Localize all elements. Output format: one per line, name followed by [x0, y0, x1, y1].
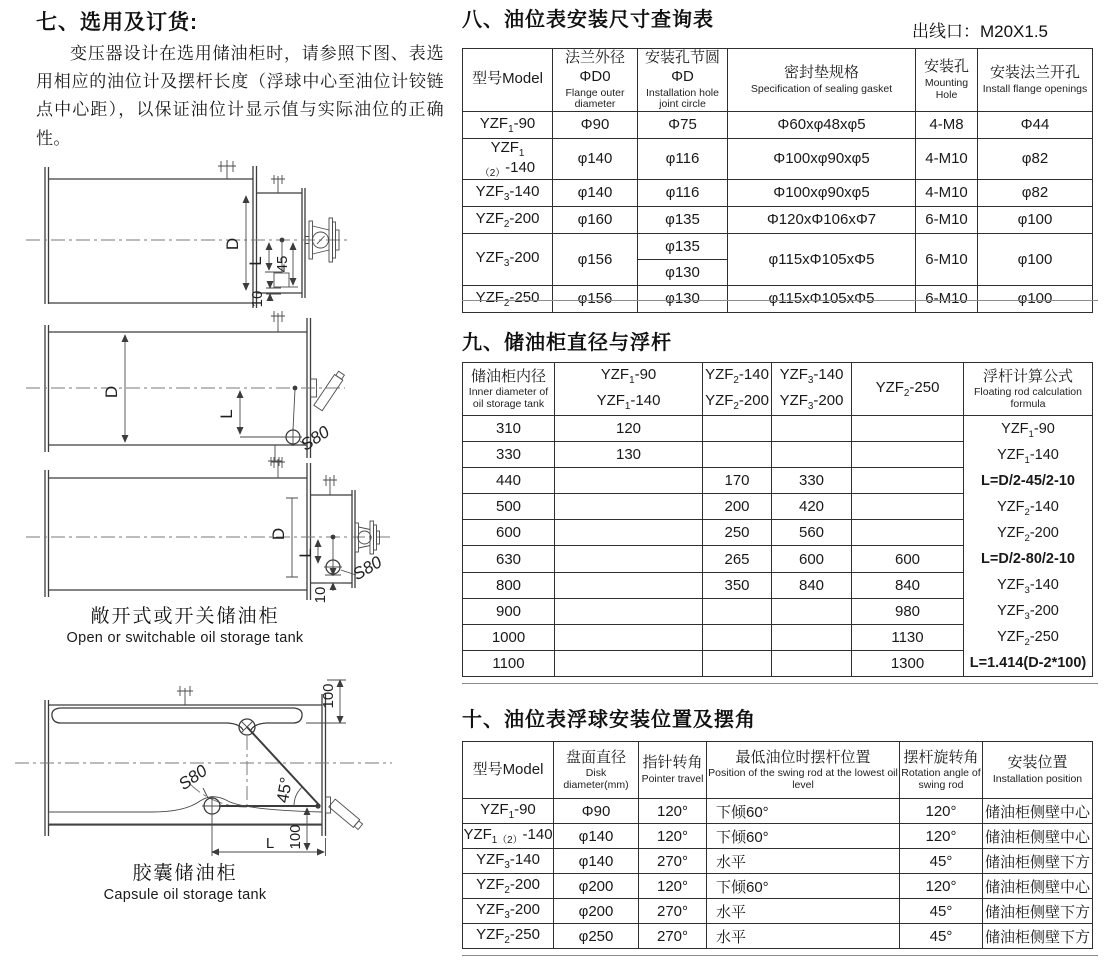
table-cell: $YZF_{1(2)}-140$	[463, 138, 553, 179]
oil-gauge-tilted-icon	[326, 797, 364, 831]
table-cell: 储油柜侧壁下方	[983, 924, 1093, 949]
table-cell	[772, 598, 852, 624]
table-row	[463, 924, 1093, 949]
caption-en: Capsule oil storage tank	[103, 887, 267, 903]
table-cell	[555, 546, 703, 572]
caption-zh: 敞开式或开关储油柜	[90, 606, 280, 627]
caption-open-tank	[40, 601, 330, 646]
dim-label-s80: S80	[175, 761, 211, 794]
section9-title: 九、储油柜直径与浮杆	[462, 332, 672, 354]
column-header: 盘面直径 Disk diameter(mm)	[554, 742, 639, 799]
formula-line: $YZF_1-90$	[1001, 421, 1055, 440]
table-cell: 120°	[900, 799, 983, 824]
table-cell: φ140	[553, 179, 638, 206]
pipe-fitting-icon	[323, 475, 337, 495]
table-cell: Φ100xφ90xφ5	[728, 179, 916, 206]
dim-label-100: 100	[320, 683, 337, 709]
table-cell: φ135	[638, 233, 728, 259]
formula-line: $YZF_3-200$	[997, 603, 1059, 622]
intro-paragraph: 变压器设计在选用储油柜时，请参照下图、表选用相应的油位计及摆杆长度（浮球中心至油位计铰链点中心距），以保证油位计显示值与实际油位的正确性。	[36, 44, 444, 148]
header-row	[463, 742, 1093, 799]
table-cell	[703, 650, 772, 676]
table-cell	[852, 468, 964, 494]
divider	[462, 683, 1098, 684]
pipe-fitting-icon	[177, 686, 193, 705]
table-cell: Φ75	[638, 111, 728, 138]
table-cell: 水平	[707, 899, 900, 924]
header-row	[463, 49, 1093, 112]
table-cell: $YZF_3-200$	[463, 899, 554, 924]
table-cell: φ116	[638, 138, 728, 179]
table-cell: 120°	[900, 824, 983, 849]
table-cell: $YZF_3-200$	[463, 233, 553, 285]
table-cell: 265	[703, 546, 772, 572]
column-header: 安装孔 Mounting Hole	[916, 49, 978, 112]
column-header: 型号Model	[463, 49, 553, 112]
caption-en: Open or switchable oil storage tank	[66, 630, 304, 646]
table-cell: 420	[772, 494, 852, 520]
table-cell: φ82	[978, 179, 1093, 206]
pipe-fitting-icon	[218, 160, 236, 179]
table-cell: 120°	[639, 874, 707, 899]
table-cell: φ140	[553, 138, 638, 179]
formula-line: $YZF_2-200$	[997, 525, 1059, 544]
caption-zh: 胶囊储油柜	[132, 863, 238, 884]
dim-label-l: L	[296, 548, 315, 558]
diagram-open-tank	[26, 457, 392, 603]
column-header: 法兰外径ΦD0 Flange outer diameter	[553, 49, 638, 112]
table-cell: φ115xΦ105xΦ5	[728, 285, 916, 312]
table-cell: 1300	[852, 650, 964, 676]
table-cell: 1130	[852, 624, 964, 650]
dim-label-10: 10	[312, 586, 329, 604]
table-cell	[772, 416, 852, 442]
table-cell: 储油柜侧壁中心	[983, 824, 1093, 849]
pipe-fitting-icon	[271, 311, 285, 332]
dim-label-s80: S80	[349, 552, 386, 585]
table-row	[463, 874, 1093, 899]
diagram-tank-tilted-gauge	[26, 311, 346, 466]
table-cell: 120°	[639, 824, 707, 849]
table-cell	[555, 468, 703, 494]
table-cell: 170	[703, 468, 772, 494]
formula-cell	[964, 416, 1093, 677]
table-cell: 6-M10	[916, 285, 978, 312]
column-header: 安装位置 Installation position	[983, 742, 1093, 799]
caption-capsule-tank	[40, 858, 330, 903]
column-header: 安装法兰开孔 Install flange openings	[978, 49, 1093, 112]
swing-arc	[190, 784, 247, 807]
table-cell: 270°	[639, 899, 707, 924]
dim-label-d: D	[269, 527, 288, 541]
tank-diameter-float-rod-table	[462, 362, 1093, 677]
table-cell: φ100	[978, 233, 1093, 285]
formula-line: $YZF_3-140$	[997, 577, 1059, 596]
table-cell: φ115xΦ105xΦ5	[728, 233, 916, 285]
table-cell: 45°	[900, 849, 983, 874]
table-row	[463, 111, 1093, 138]
diagram-capsule-tank	[15, 680, 392, 856]
table-cell	[772, 650, 852, 676]
table-cell	[772, 442, 852, 468]
table-cell: 350	[703, 572, 772, 598]
table-cell	[852, 520, 964, 546]
installation-dimension-table	[462, 48, 1093, 313]
dim-label-10: 10	[249, 290, 266, 308]
table-cell: $YZF_3-140$	[463, 849, 554, 874]
oil-gauge-icon	[355, 521, 380, 554]
formula-line: L=1.414(D-2*100)	[969, 655, 1087, 671]
table-cell: 440	[463, 468, 555, 494]
table-cell: 1000	[463, 624, 555, 650]
table-cell: Φ100xφ90xφ5	[728, 138, 916, 179]
table-cell: 下倾60°	[707, 824, 900, 849]
dim-label-45: 45	[274, 255, 291, 273]
table-cell: Φ90	[554, 799, 639, 824]
table-cell: 120	[555, 416, 703, 442]
table-cell: 4-M8	[916, 111, 978, 138]
column-header: 浮杆计算公式 Floating rod calculation formula	[964, 363, 1093, 416]
table-cell: 980	[852, 598, 964, 624]
table-cell: $YZF_{1(2)}-140$	[463, 824, 554, 849]
table-cell: φ160	[553, 206, 638, 233]
diagram-tank-with-chamber	[26, 160, 348, 308]
table-row	[463, 899, 1093, 924]
table-cell: φ156	[553, 233, 638, 285]
table-cell: φ200	[554, 899, 639, 924]
column-header: 指针转角 Pointer travel	[639, 742, 707, 799]
table-cell	[852, 442, 964, 468]
table-row	[463, 138, 1093, 179]
table-cell: φ130	[638, 285, 728, 312]
formula-line: $YZF_2-250$	[997, 629, 1059, 648]
table-cell: φ140	[554, 849, 639, 874]
divider	[462, 955, 1098, 956]
angle-arc	[294, 788, 302, 806]
table-cell	[703, 598, 772, 624]
table-cell: φ130	[638, 259, 728, 285]
table-row	[463, 416, 1093, 442]
table-cell: 250	[703, 520, 772, 546]
table-cell: 水平	[707, 849, 900, 874]
table-cell: 600	[772, 546, 852, 572]
table-cell: 1100	[463, 650, 555, 676]
table-cell: Φ120xΦ106xΦ7	[728, 206, 916, 233]
table-cell: 330	[772, 468, 852, 494]
dim-label-45deg: 45°	[272, 775, 297, 805]
table-row	[463, 799, 1093, 824]
table-cell: 310	[463, 416, 555, 442]
table-row	[463, 179, 1093, 206]
table-row	[463, 206, 1093, 233]
header-row	[463, 363, 1093, 416]
section8-title: 八、油位表安装尺寸查询表	[462, 9, 714, 31]
column-header: $YZF_3-140$ $YZF_3-200$	[772, 363, 852, 416]
table-cell: 储油柜侧壁下方	[983, 899, 1093, 924]
table-cell: 500	[463, 494, 555, 520]
table-cell: φ156	[553, 285, 638, 312]
table-cell: 6-M10	[916, 233, 978, 285]
capsule-bag	[52, 708, 302, 730]
table-cell: φ250	[554, 924, 639, 949]
drain-fitting-icon	[268, 445, 282, 466]
column-header: $YZF_1-90$ $YZF_1-140$	[555, 363, 703, 416]
column-header: 密封垫规格 Specification of sealing gasket	[728, 49, 916, 112]
table-cell	[555, 598, 703, 624]
table-cell: 600	[852, 546, 964, 572]
formula-line: $YZF_2-140$	[997, 499, 1059, 518]
table-cell	[555, 572, 703, 598]
table-cell: φ135	[638, 206, 728, 233]
table-row	[463, 849, 1093, 874]
table-cell: 800	[463, 572, 555, 598]
section10-title: 十、油位表浮球安装位置及摆角	[462, 709, 756, 731]
formula-line: L=D/2-45/2-10	[981, 473, 1075, 489]
table-cell: φ200	[554, 874, 639, 899]
table-row	[463, 824, 1093, 849]
table-cell: φ100	[978, 206, 1093, 233]
table-cell: 45°	[900, 899, 983, 924]
table-cell	[703, 416, 772, 442]
table-cell	[555, 624, 703, 650]
divider	[462, 300, 1098, 301]
table-cell	[555, 494, 703, 520]
table-cell: 6-M10	[916, 206, 978, 233]
table-cell: 330	[463, 442, 555, 468]
table-cell: 130	[555, 442, 703, 468]
table-cell: $YZF_2-200$	[463, 206, 553, 233]
table-row	[463, 233, 1093, 259]
table-cell	[852, 416, 964, 442]
table-cell	[852, 494, 964, 520]
table-cell	[555, 520, 703, 546]
table-cell: 下倾60°	[707, 874, 900, 899]
column-header: $YZF_2-250$	[852, 363, 964, 416]
table-cell	[703, 624, 772, 650]
table-cell: Φ90	[553, 111, 638, 138]
table-cell: Φ44	[978, 111, 1093, 138]
formula-line: $YZF_1-140$	[997, 447, 1059, 466]
table-cell: $YZF_2-250$	[463, 924, 554, 949]
table-cell	[555, 650, 703, 676]
table-cell: φ82	[978, 138, 1093, 179]
section7-title: 七、选用及订货:	[36, 11, 198, 34]
dim-label-s80: S80	[297, 422, 333, 455]
column-header: 摆杆旋转角 Rotation angle of swing rod	[900, 742, 983, 799]
table-cell: φ140	[554, 824, 639, 849]
table-cell: 270°	[639, 924, 707, 949]
table-cell: 840	[772, 572, 852, 598]
table-cell: $YZF_1-90$	[463, 111, 553, 138]
table-row	[463, 285, 1093, 312]
formula-line: L=D/2-80/2-10	[981, 551, 1075, 567]
oil-gauge-tilted-icon	[311, 370, 346, 410]
table-cell	[703, 442, 772, 468]
tank-diagrams	[0, 0, 460, 973]
table-cell: 600	[463, 520, 555, 546]
table-cell: 4-M10	[916, 138, 978, 179]
table-cell: 4-M10	[916, 179, 978, 206]
table-cell: φ100	[978, 285, 1093, 312]
column-header: 最低油位时摆杆位置 Position of the swing rod at the lowest oil level	[707, 742, 900, 799]
column-header: 储油柜内径 Inner diameter of oil storage tank	[463, 363, 555, 416]
dim-label-l: L	[265, 835, 275, 852]
table-cell: 270°	[639, 849, 707, 874]
table-cell: 120°	[900, 874, 983, 899]
table-cell: 储油柜侧壁中心	[983, 874, 1093, 899]
table-cell: 储油柜侧壁下方	[983, 849, 1093, 874]
table-cell: 储油柜侧壁中心	[983, 799, 1093, 824]
table-cell: 900	[463, 598, 555, 624]
table-cell: $YZF_2-250$	[463, 285, 553, 312]
column-header: 安装孔节圆ΦD Installation hole joint circle	[638, 49, 728, 112]
table-cell	[772, 624, 852, 650]
pipe-fitting-icon	[271, 457, 285, 478]
table-cell: 560	[772, 520, 852, 546]
pipe-fitting-icon	[271, 175, 285, 193]
table-cell: $YZF_2-200$	[463, 874, 554, 899]
dim-label-l: L	[217, 409, 236, 419]
table-cell: 200	[703, 494, 772, 520]
float-position-swing-angle-table	[462, 741, 1093, 949]
table-cell: Φ60xφ48xφ5	[728, 111, 916, 138]
table-cell: 水平	[707, 924, 900, 949]
dim-label-d: D	[223, 237, 242, 251]
table-cell: φ116	[638, 179, 728, 206]
column-header: $YZF_2-140$ $YZF_2-200$	[703, 363, 772, 416]
table-cell: 630	[463, 546, 555, 572]
dim-label-100: 100	[287, 824, 304, 850]
table-cell: 45°	[900, 924, 983, 949]
table-cell: 840	[852, 572, 964, 598]
table-cell: 下倾60°	[707, 799, 900, 824]
outlet-port-note: 出线口：M20X1.5	[911, 22, 1048, 41]
column-header: 型号Model	[463, 742, 554, 799]
table-cell: $YZF_3-140$	[463, 179, 553, 206]
table-cell: $YZF_1-90$	[463, 799, 554, 824]
dim-label-d: D	[102, 385, 121, 399]
dim-label-l: L	[246, 256, 265, 266]
table-cell: 120°	[639, 799, 707, 824]
